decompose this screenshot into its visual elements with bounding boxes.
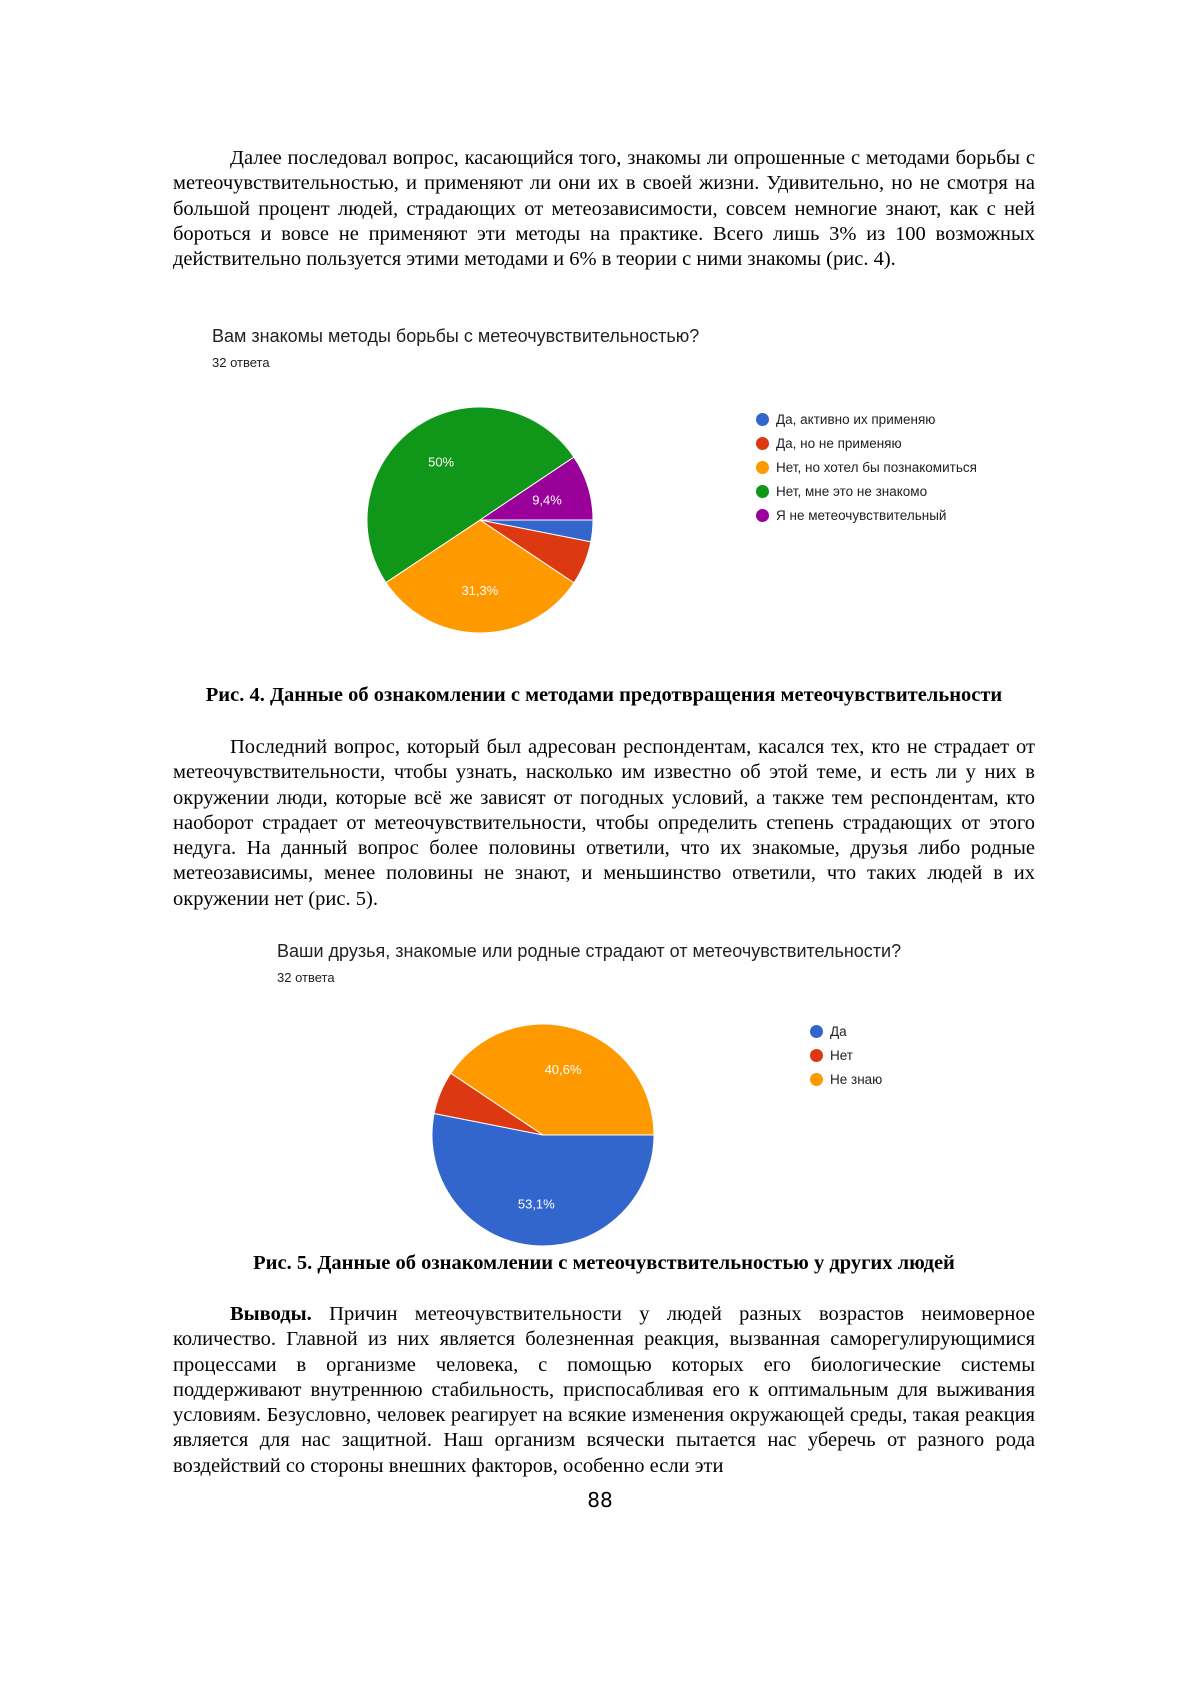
chart1-pie [360, 400, 600, 640]
chart2-slice-label-1: 53,1% [518, 1196, 555, 1211]
chart2-slice-label-3: 40,6% [545, 1062, 582, 1077]
chart1-legend-item-4 [756, 479, 977, 503]
legend-dot-icon [756, 413, 769, 426]
figure5-caption: Рис. 5. Данные об ознакомлении с метеочувствительностью у других людей [173, 1252, 1035, 1275]
chart2-title: Ваши друзья, знакомые или родные страдают от метеочувствительности? [277, 941, 901, 962]
chart1-legend-label-2: Да, но не применяю [776, 436, 902, 451]
page-number: 88 [0, 1488, 1200, 1512]
chart1-legend-item-2 [756, 431, 977, 455]
paragraph-intro-fig5: Последний вопрос, который был адресован респондентам, касался тех, кто не страдает от метеочувствительности, чтобы узнать, насколько им известно об этой теме, и есть ли у них в окружении люди, которые всё же зависят от погодных условий, а также тем респондентам, кто наоборот страдает от метеочувствительности, чтобы определить степень страдающих от этого недуга. На данный вопрос более половины ответили, что их знакомые, друзья либо родные метеозависимы, менее половины не знают, и меньшинство ответили, что таких людей в их окружении нет (рис. 5). [173, 735, 1035, 912]
chart1-legend-label-4: Нет, мне это не знакомо [776, 484, 927, 499]
paragraph-intro-fig4: Далее последовал вопрос, касающийся того, знакомы ли опрошенные с методами борьбы с метеочувствительностью, и применяют ли они их в своей жизни. Удивительно, но не смотря на большой процент людей, страдающих от метеозависимости, совсем немногие знают, как с ней бороться и вовсе не применяют эти методы на практике. Всего лишь 3% из 100 возможных действительно пользуется этими методами и 6% в теории с ними знакомы (рис. 4). [173, 146, 1035, 272]
legend-dot-icon [756, 485, 769, 498]
chart1-slice-label-5: 9,4% [532, 493, 562, 508]
chart1-legend-item-3 [756, 455, 977, 479]
chart2-pie [423, 1015, 663, 1255]
chart1-legend [756, 407, 977, 527]
chart1-legend-item-5 [756, 503, 977, 527]
legend-dot-icon [756, 461, 769, 474]
chart1-legend-label-5: Я не метеочувствительный [776, 508, 946, 523]
chart1-slice-label-3: 31,3% [461, 583, 498, 598]
legend-dot-icon [810, 1049, 823, 1062]
legend-dot-icon [810, 1073, 823, 1086]
chart1-slice-label-4: 50% [428, 455, 454, 470]
chart2-legend-item-3 [810, 1067, 882, 1091]
legend-dot-icon [756, 509, 769, 522]
chart1-title: Вам знакомы методы борьбы с метеочувствительностью? [212, 326, 699, 347]
legend-dot-icon [756, 437, 769, 450]
chart2-legend [810, 1019, 882, 1091]
chart2-legend-item-1 [810, 1019, 882, 1043]
conclusions-heading: Выводы. [230, 1303, 312, 1325]
chart2-legend-label-2: Нет [830, 1048, 853, 1063]
legend-dot-icon [810, 1025, 823, 1038]
chart1-legend-label-3: Нет, но хотел бы познакомиться [776, 460, 977, 475]
paragraph-conclusions [173, 1302, 1035, 1479]
conclusions-text: Причин метеочувствительности у людей разных возрастов неимоверное количество. Главной из них является болезненная реакция, вызванная саморегулирующимися процессами в организме человека, с помощью которых его биологические системы поддерживают внутреннюю стабильность, приспосабливая его к оптимальным для выживания условиям. Безусловно, человек реагирует на всякие изменения окружающей среды, такая реакция является для нас защитной. Наш организм всячески пытается нас уберечь от разного рода воздействий со стороны внешних факторов, особенно если эти [173, 1303, 1035, 1477]
chart1-subtitle: 32 ответа [212, 355, 270, 370]
chart2-legend-item-2 [810, 1043, 882, 1067]
chart1-legend-item-1 [756, 407, 977, 431]
chart2-subtitle: 32 ответа [277, 970, 335, 985]
chart1-legend-label-1: Да, активно их применяю [776, 412, 935, 427]
figure4-caption: Рис. 4. Данные об ознакомлении с методами предотвращения метеочувствительности [173, 684, 1035, 707]
chart2-legend-label-1: Да [830, 1024, 847, 1039]
chart2-legend-label-3: Не знаю [830, 1072, 882, 1087]
